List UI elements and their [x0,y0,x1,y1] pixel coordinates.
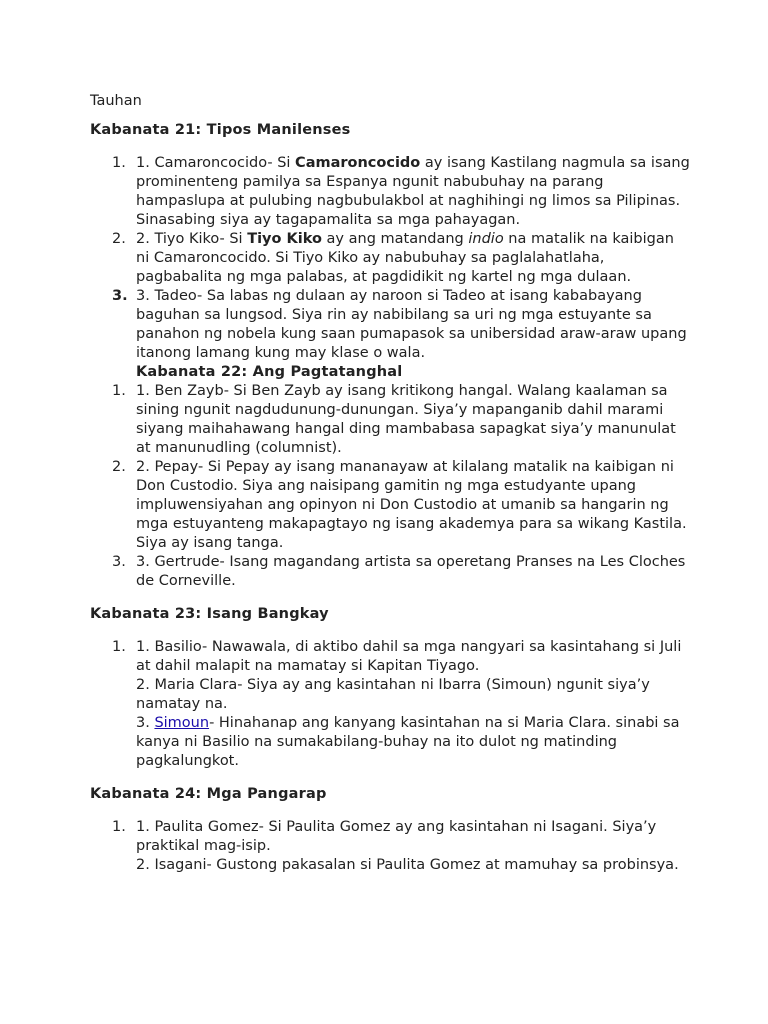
item-text: 1. Camaroncocido- Si [136,155,296,171]
list-item [90,638,690,771]
list-item [90,458,690,553]
item-text: na matalik na kaibigan ni Camaroncocido. Si Tiyo Kiko ay nabubuhay sa paglalahatlaha, pagbabalita ng mga palabas, at pagdidikit ng kartel ng mga dulaan. [136,231,674,285]
item-text: 2. Tiyo Kiko- Si [136,231,248,247]
list-item [90,382,690,458]
item-prefix: 3. [136,715,155,731]
item-text: 1. Paulita Gomez- Si Paulita Gomez ay ang kasintahan ni Isagani. Siya’y praktikal mag-isip. [136,819,657,854]
list-item [90,154,690,230]
item-text: ay ang matandang [321,231,469,247]
item-text: 2. Maria Clara- Siya ay ang kasintahan ni Ibarra (Simoun) ngunit siya’y namatay na. [136,677,650,712]
list-number: 1. [112,639,126,655]
item-text: ay isang Kastilang nagmula sa isang prominenteng pamilya sa Espanya ngunit nabubuhay na parang hampaslupa at pulubing nagbubulakbol at naghihingi ng limos sa Pilipinas. Sinasabing siya ay tagapamalita sa mga pahayagan. [136,155,690,228]
item-text: 2. Isagani- Gustong pakasalan si Paulita Gomez at mamuhay sa probinsya. [136,857,679,873]
character-name: Tiyo Kiko [247,231,322,247]
list-number: 1. [112,155,126,171]
list-number: 1. [112,819,126,835]
list-number: 1. [112,383,126,399]
chapter-22-title: Kabanata 22: Ang Pagtatanghal [136,364,403,380]
document-page [90,92,690,889]
chapter-24-title: Kabanata 24: Mga Pangarap [90,786,327,802]
chapter-21-list [90,154,690,363]
list-number: 2. [112,459,126,475]
item-text: 1. Basilio- Nawawala, di aktibo dahil sa mga nangyari sa kasintahang si Juli at dahil malapit na mamatay si Kapitan Tiyago. [136,639,682,674]
list-item [90,553,690,591]
item-text: 2. Pepay- Si Pepay ay isang mananayaw at kilalang matalik na kaibigan ni Don Custodio. Siya ang naisipang gamitin ng mga estudyante upang impluwensiyahan ang opinyon ni Don Custodio at umanib sa hangarin ng mga estuyanteng makapagtayo ng isang akademya para sa wikang Kastila. Siya ay isang tanga. [136,459,687,551]
character-name: Camaroncocido [295,155,421,171]
chapter-23-list [90,638,690,771]
item-suffix: - Hinahanap ang kanyang kasintahan na si Maria Clara. sinabi sa kanya ni Basilio na sumakabilang-buhay na ito dulot ng matinding pagkalungkot. [136,715,680,769]
chapter-23-title: Kabanata 23: Isang Bangkay [90,606,329,622]
list-item [90,818,690,875]
item-text: 3. Tadeo- Sa labas ng dulaan ay naroon si Tadeo at isang kababayang baguhan sa lungsod. Siya rin ay nabibilang sa uri ng mga estuyante sa panahon ng nobela kung saan pumapasok sa unibersidad araw-araw upang itanong lamang kung may klase o wala. [136,288,687,361]
simoun-link[interactable]: Simoun [154,715,210,731]
chapter-22-list [90,382,690,591]
list-number: 2. [112,231,126,247]
section-label: Tauhan [90,93,142,109]
list-item [90,230,690,287]
item-text [136,714,690,771]
item-text: 1. Ben Zayb- Si Ben Zayb ay isang kritikong hangal. Walang kaalaman sa sining ngunit nagdudunung-dunungan. Siya’y mapanganib dahil marami siyang maihahawang hangal ding mambabasa sapagkat siya’y manunulat at manunudling (columnist). [136,383,676,456]
list-number: 3. [112,288,128,304]
chapter-21-title: Kabanata 21: Tipos Manilenses [90,122,351,138]
chapter-24-list [90,818,690,875]
italic-term: indio [468,231,504,247]
list-number: 3. [112,554,126,570]
list-item [90,287,690,363]
item-text: 3. Gertrude- Isang magandang artista sa operetang Pranses na Les Cloches de Corneville. [136,554,686,589]
